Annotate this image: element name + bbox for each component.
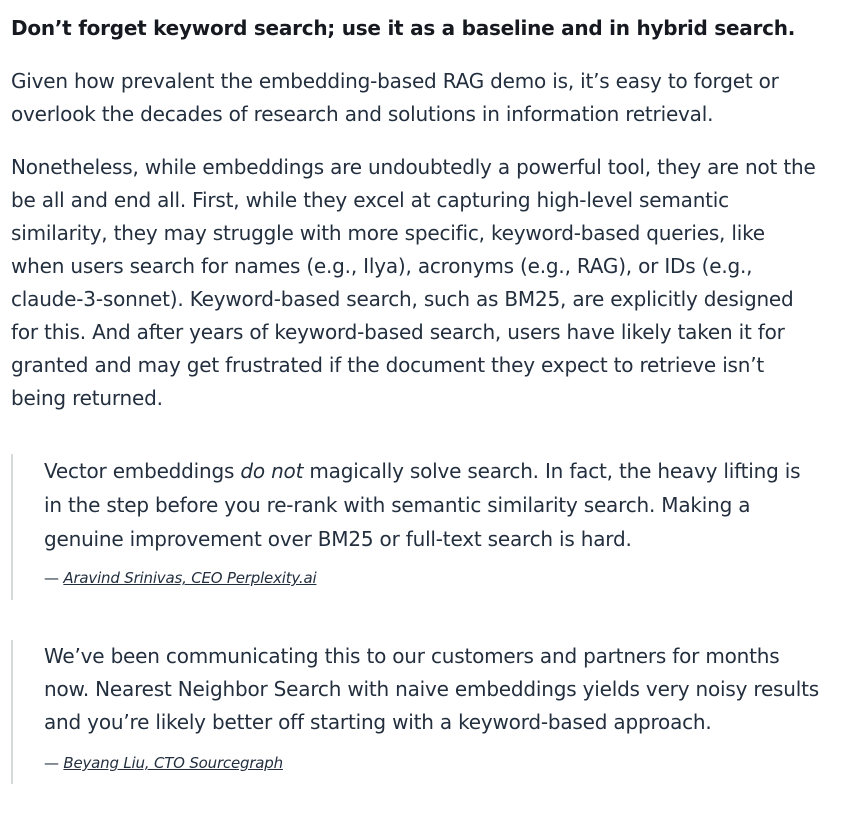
quote-text: We’ve been communicating this to our customers and partners for months now. Nearest Neighbor Search with naive embeddings yields very noisy results and you’re likely better off starting with a keyword-based approach. <box>44 644 819 734</box>
quote-text-before: Vector embeddings <box>44 459 241 483</box>
paragraph: Nonetheless, while embeddings are undoubtedly a powerful tool, they are not the be all and end all. First, while they excel at capturing high-level semantic similarity, they may struggle with more specific, keyword-based queries, like when users search for names (e.g., Ilya), acronyms (e.g., RAG), or IDs (e.g., claude-3-sonnet). Keyword-based search, such as BM25, are explicitly designed for this. And after years of keyword-based search, users have likely taken it for granted and may get frustrated if the document they expect to retrieve isn’t being returned. <box>11 155 816 410</box>
blockquote <box>11 640 823 784</box>
quote-emphasis: do not <box>240 459 304 483</box>
attribution-dash: — <box>44 569 59 587</box>
attribution-link[interactable]: Beyang Liu, CTO Sourcegraph <box>63 754 283 772</box>
blockquote <box>11 454 823 600</box>
quote-attribution <box>44 754 823 772</box>
section-heading: Don’t forget keyword search; use it as a baseline and in hybrid search. <box>11 16 796 40</box>
quote-text <box>44 454 823 556</box>
quote-attribution <box>44 569 823 587</box>
attribution-dash: — <box>44 754 59 772</box>
attribution-link[interactable]: Aravind Srinivas, CEO Perplexity.ai <box>63 569 317 587</box>
paragraph: Given how prevalent the embedding-based RAG demo is, it’s easy to forget or overlook the decades of research and solutions in information retrieval. <box>11 69 779 126</box>
quote-text-after: magically solve search. In fact, the heavy lifting is in the step before you re-rank with semantic similarity search. Making a genuine improvement over BM25 or full-text search is hard. <box>44 459 801 551</box>
